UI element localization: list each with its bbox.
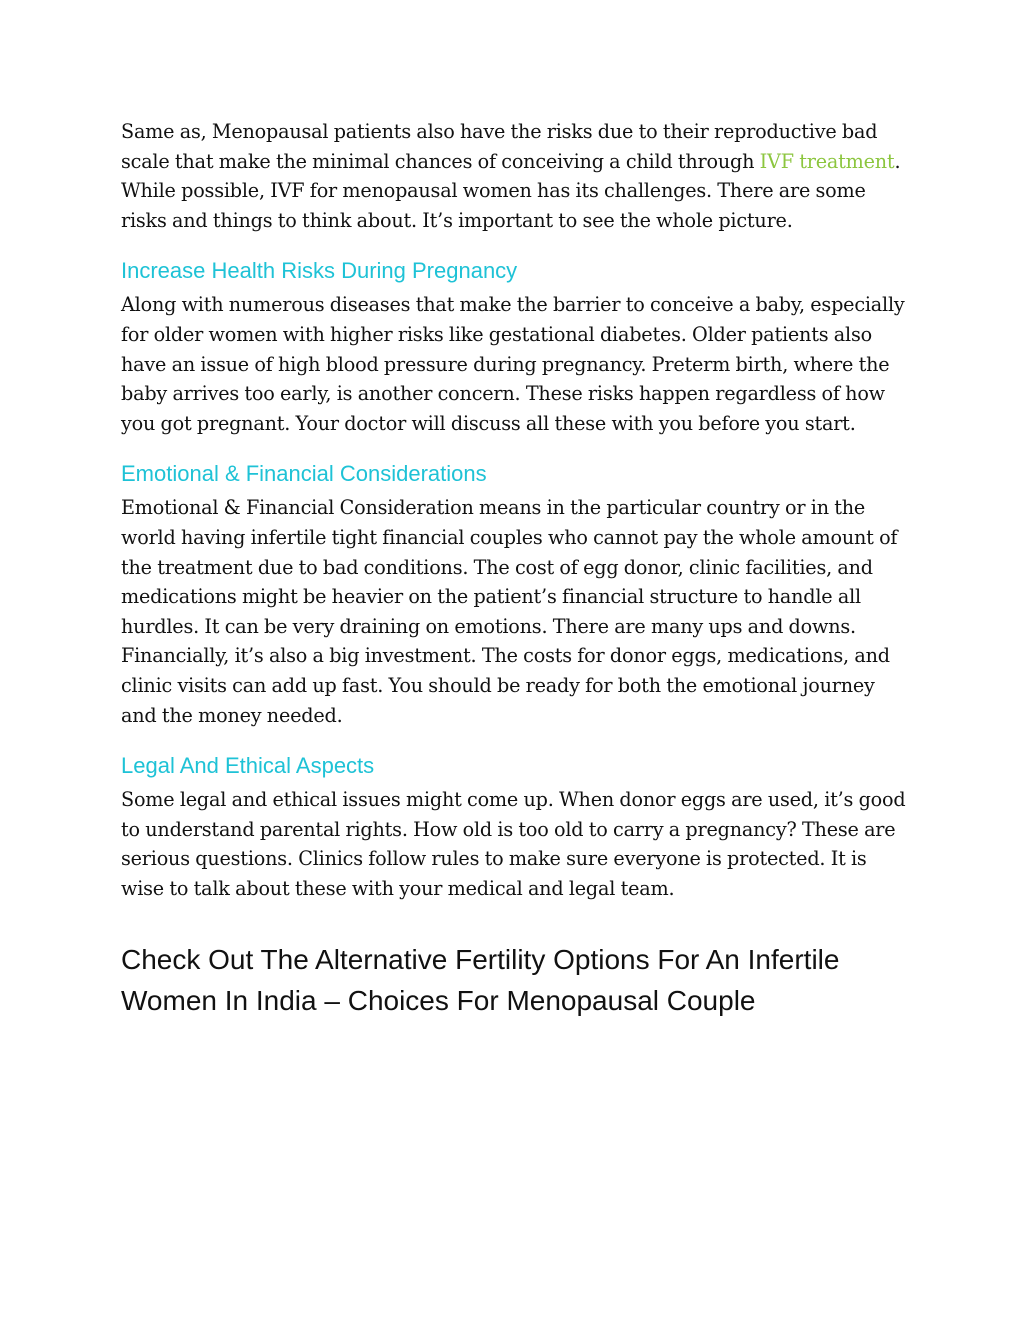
section-heading-legal-ethical: Legal And Ethical Aspects [121, 753, 375, 779]
section-heading-health-risks: Increase Health Risks During Pregnancy [121, 258, 518, 284]
main-heading-alternative-options: Check Out The Alternative Fertility Options For An Infertile Women In India – Choices For Menopausal Couple [121, 944, 840, 1017]
section-body-health-risks: Along with numerous diseases that make the barrier to conceive a baby, especially for older women with higher risks like gestational diabetes. Older patients also have an issue of high blood pressure during pregnancy. Preterm birth, where the baby arrives too early, is another concern. These risks happen regardless of how you got pregnant. Your doctor will discuss all these with you before you start. [121, 293, 905, 435]
section-body-emotional-financial: Emotional & Financial Consideration means in the particular country or in the world having infertile tight financial couples who cannot pay the whole amount of the treatment due to bad conditions. The cost of egg donor, clinic facilities, and medications might be heavier on the patient’s financial structure to handle all hurdles. It can be very draining on emotions. There are many ups and downs. Financially, it’s also a big investment. The costs for donor eggs, medications, and clinic visits can add up fast. You should be ready for both the emotional journey and the money needed. [121, 496, 898, 727]
section-heading-emotional-financial: Emotional & Financial Considerations [121, 461, 487, 487]
intro-paragraph [121, 117, 911, 235]
intro-text-before-link: Same as, Menopausal patients also have the risks due to their reproductive bad scale that make the minimal chances of conceiving a child through [121, 120, 878, 173]
section-body-legal-ethical: Some legal and ethical issues might come up. When donor eggs are used, it’s good to understand parental rights. How old is too old to carry a pregnancy? These are serious questions. Clinics follow rules to make sure everyone is protected. It is wise to talk about these with your medical and legal team. [121, 788, 906, 900]
document-page [121, 117, 911, 1021]
ivf-treatment-link[interactable]: IVF treatment [759, 149, 895, 173]
intro-text-after-link: . While possible, IVF for menopausal women has its challenges. There are some risks and things to think about. It’s important to see the whole picture. [121, 149, 901, 232]
